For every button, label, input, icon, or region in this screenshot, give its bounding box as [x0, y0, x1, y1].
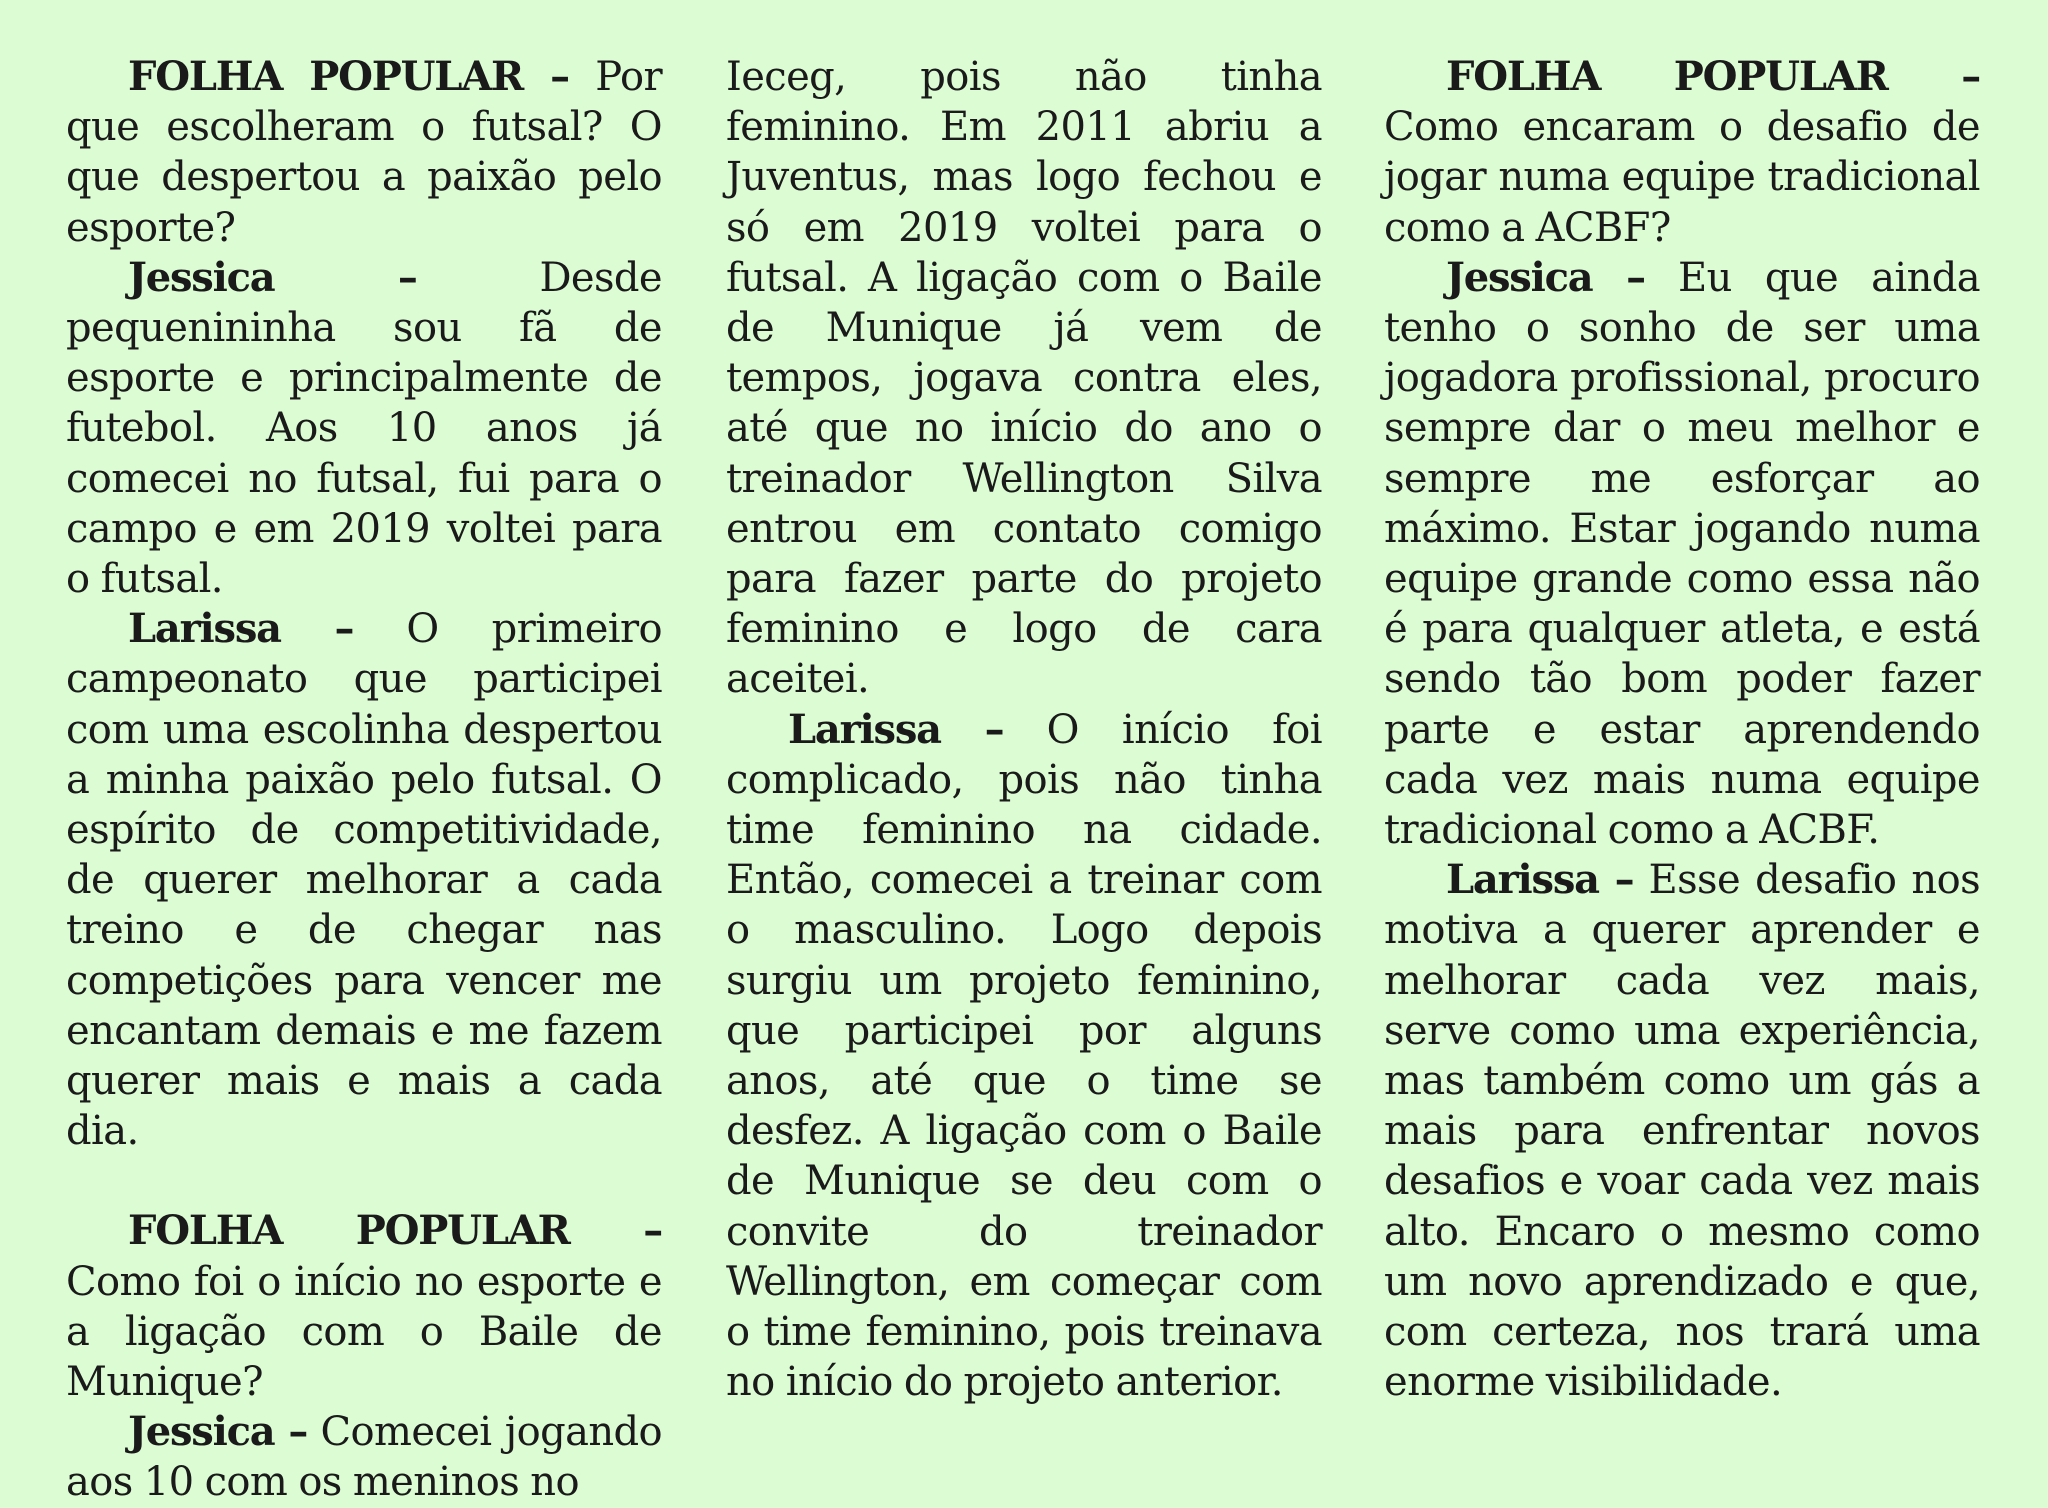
answer-paragraph [1384, 855, 1980, 1407]
paragraph-text: Esse desafio nos motiva a querer aprender e melhorar cada vez mais, serve como uma experiência, mas também como um gás a mais para enfrentar novos desafios e voar cada vez mais alto. Encaro o mesmo como um novo aprendizado e que, com certeza, nos trará uma enorme visibilidade. [1384, 857, 1980, 1406]
speaker-label: Larissa – [788, 705, 1004, 753]
paragraph-text: Por que escolheram o futsal? O que despertou a paixão pelo esporte? [66, 54, 662, 251]
article-column-1 [66, 52, 662, 1508]
answer-paragraph [66, 604, 662, 1156]
speaker-label: Jessica – [128, 1408, 308, 1456]
article-column-3 [1384, 52, 1980, 1407]
paragraph-text: Desde pequenininha sou fã de esporte e principalmente de futebol. Aos 10 anos já comecei no futsal, fui para o campo e em 2019 voltei para o futsal. [66, 254, 662, 603]
paragraph-text: O início foi complicado, pois não tinha time feminino na cidade. Então, comecei a treinar com o masculino. Logo depois surgiu um projeto feminino, que participei por alguns anos, até que o time se desfez. A ligação com o Baile de Munique se deu com o convite do treinador Wellington, em começar com o time feminino, pois treinava no início do projeto anterior. [726, 706, 1322, 1406]
article-column-2 [726, 52, 1322, 1407]
answer-paragraph [66, 253, 662, 604]
speaker-label: Jessica – [1446, 253, 1645, 301]
question-paragraph [66, 52, 662, 253]
speaker-label: FOLHA POPULAR – [1446, 53, 1980, 100]
answer-paragraph [66, 1407, 662, 1507]
paragraph-text: Eu que ainda tenho o sonho de ser uma jogadora profissional, procuro sempre dar o meu melhor e sempre me esforçar ao máximo. Estar jogando numa equipe grande como essa não é para qualquer atleta, e está sendo tão bom poder fazer parte e estar aprendendo cada vez mais numa equipe tradicional como a ACBF. [1384, 254, 1981, 854]
paragraph-text: O primeiro campeonato que participei com uma escolinha despertou a minha paixão pelo futsal. O espírito de competitividade, de querer melhorar a cada treino e de chegar nas competições para vencer me encantam demais e me fazem querer mais e mais a cada dia. [66, 606, 662, 1155]
answer-continuation-paragraph [726, 52, 1322, 705]
answer-paragraph [726, 705, 1322, 1408]
speaker-label: FOLHA POPULAR – [128, 1207, 662, 1255]
speaker-label: FOLHA POPULAR – [128, 53, 569, 100]
question-paragraph [1384, 52, 1980, 253]
speaker-label: Larissa – [1446, 856, 1634, 904]
question-paragraph [66, 1206, 662, 1407]
paragraph-text: Como foi o início no esporte e a ligação com o Baile de Munique? [66, 1258, 662, 1406]
paragraph-text: Ieceg, pois não tinha feminino. Em 2011 abriu a Juventus, mas logo fechou e só em 2019 voltei para o futsal. A ligação com o Baile de Munique já vem de tempos, jogava contra eles, até que no início do ano o treinador Wellington Silva entrou em contato comigo para fazer parte do projeto feminino e logo de cara aceitei. [726, 54, 1322, 703]
paragraph-text: Comecei jogando aos 10 com os meninos no [66, 1409, 662, 1506]
speaker-label: Jessica – [128, 253, 417, 301]
paragraph-text: Como encaram o desafio de jogar numa equipe tradicional como a ACBF? [1384, 104, 1980, 251]
speaker-label: Larissa – [128, 605, 354, 653]
answer-paragraph [1384, 253, 1980, 855]
